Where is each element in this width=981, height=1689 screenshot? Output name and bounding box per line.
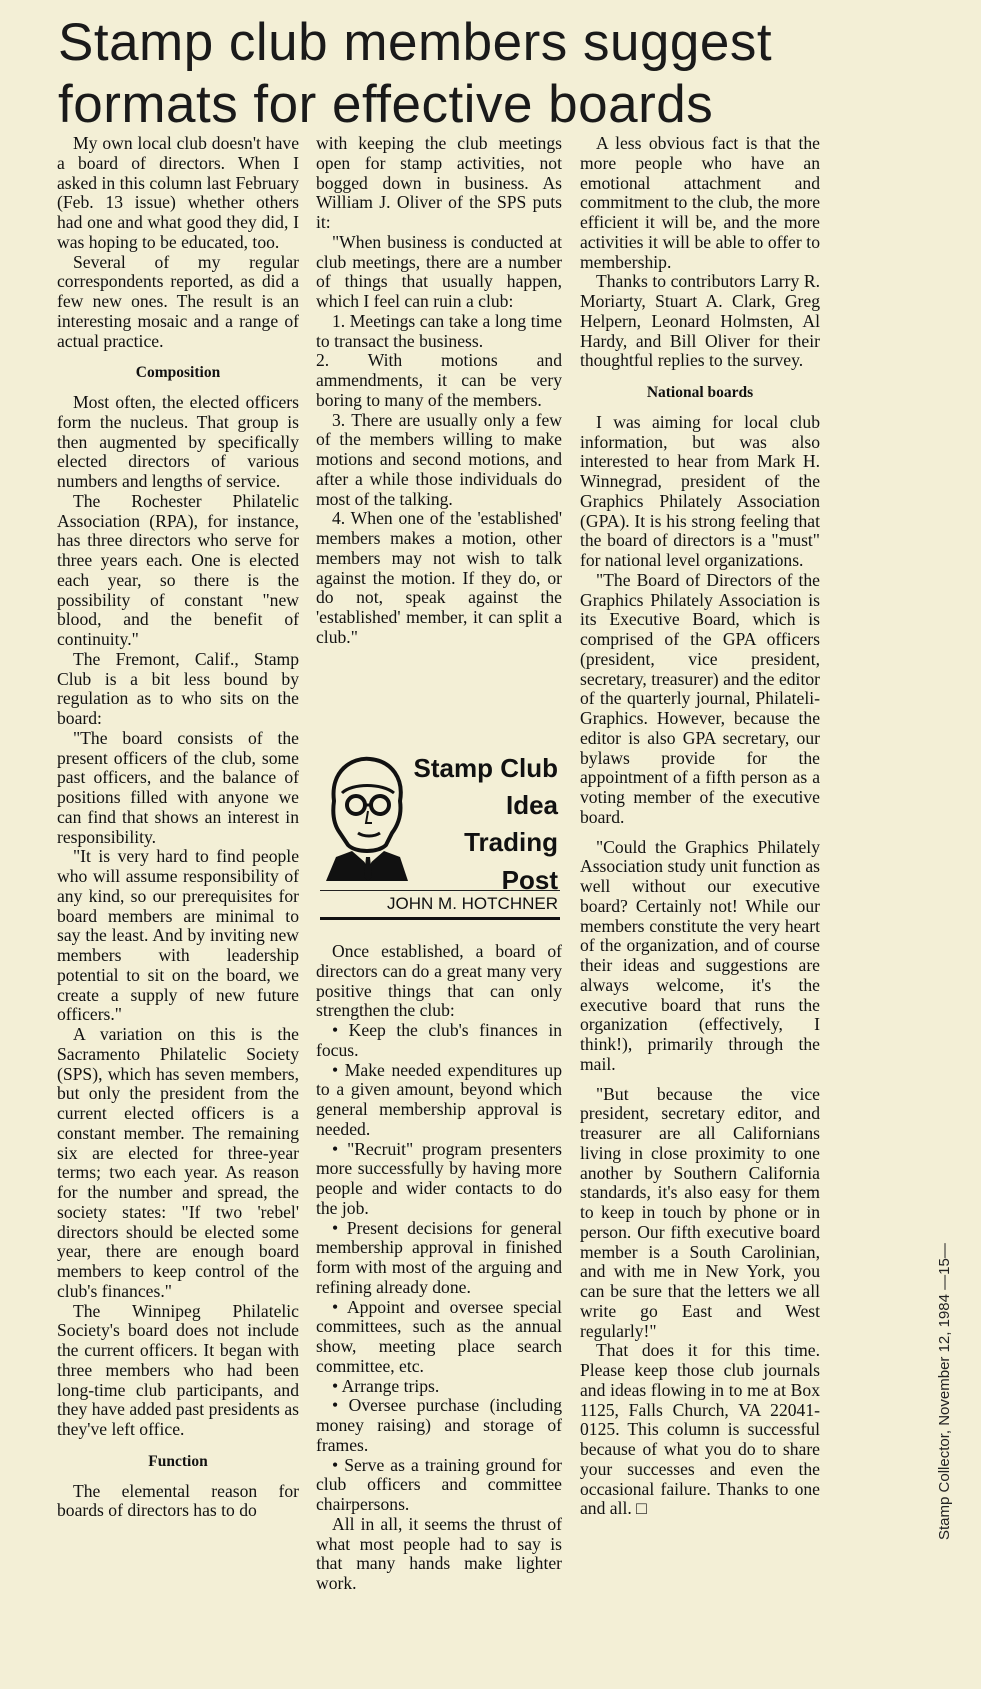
paragraph: Most often, the elected officers form the nucleus. That group is then augmented by specifically elected directors of various numbers and lengths of service. (57, 392, 299, 491)
list-item: • Serve as a training ground for club officers and committee chairpersons. (316, 1454, 562, 1514)
column-2-bottom (316, 942, 562, 1594)
paragraph: 4. When one of the 'established' members makes a motion, other members may not wish to talk against the motion. If they do, or do not, speak against the 'established' member, it can split a club." (316, 508, 562, 647)
column-1 (57, 134, 299, 1521)
subheading-composition: Composition (135, 364, 221, 382)
paragraph-gap (580, 1075, 820, 1085)
paragraph: 1. Meetings can take a long time to transact the business. (316, 310, 562, 351)
list-item: • Present decisions for general membership approval in finished form with most of the arguing and refining already done. (316, 1217, 562, 1297)
paragraph: with keeping the club meetings open for stamp activities, not bogged down in business. As William J. Oliver of the SPS puts it: (316, 133, 562, 232)
list-item: • Oversee purchase (including money raising) and storage of frames. (316, 1395, 562, 1455)
logo-title-line-2: Idea (505, 790, 558, 820)
subheading-function: Function (148, 1452, 208, 1470)
paragraph: The elemental reason for boards of directors has to do (57, 1480, 299, 1521)
paragraph: A variation on this is the Sacramento Philatelic Society (SPS), which has seven members, but only the president from the current elected officers is a constant member. The remaining six are elected for three-year terms; two each year. As reason for the number and spread, the society states: "If two 'rebel' directors should be elected some year, there are enough board members to keep control of the club's finances." (57, 1024, 299, 1301)
paragraph: The Rochester Philatelic Association (RPA), for instance, has three directors who serve for three years each. One is elected each year, so there is the possibility of constant "new blood, and the benefit of continuity." (57, 490, 299, 649)
paragraph: Thanks to contributors Larry R. Moriarty, Stuart A. Clark, Greg Helpern, Leonard Holmsten, Al Hardy, and Bill Oliver for their thoughtful replies to the survey. (580, 271, 820, 371)
paragraph: A less obvious fact is that the more people who have an emotional attachment and commitment to the club, the more efficient it will be, and the more activities it will be able to offer to membership. (580, 133, 820, 272)
column-logo (318, 747, 562, 917)
paragraph: That does it for this time. Please keep those club journals and ideas flowing in to me at Box 1125, Falls Church, VA 22041-0125. This column is successful because of what you do to share your successes and even the occasional failure. Thanks to one and all. □ (580, 1340, 820, 1519)
column-3 (580, 134, 820, 1519)
paragraph-gap (580, 828, 820, 838)
paragraph: All in all, it seems the thrust of what most people had to say is that many hands make lighter work. (316, 1513, 562, 1593)
paragraph: "Could the Graphics Philately Association study unit function as well without our executive board? Certainly not! While our members constitute the very heart of the organization, and of course their ideas and suggestions are always welcome, it's the executive board that runs the organization (effectively, I think!), primarily through the mail. (580, 836, 820, 1074)
list-item: • Appoint and oversee special committees, such as the annual show, meeting place search committee, etc. (316, 1296, 562, 1376)
author-byline: JOHN M. HOTCHNER (320, 890, 560, 920)
paragraph: 2. With motions and ammendments, it can be very boring to many of the members. (316, 350, 562, 410)
list-item: • Arrange trips. (332, 1375, 440, 1396)
list-item: • Make needed expenditures up to a given amount, beyond which general membership approval is needed. (316, 1059, 562, 1139)
paragraph: The Fremont, Calif., Stamp Club is a bit less bound by regulation as to who sits on the board: (57, 648, 299, 728)
headline-line-2: formats for effective boards (58, 75, 714, 134)
paragraph: The Winnipeg Philatelic Society's board does not include the current officers. It began with three members who had been long-time club participants, and they have added past presidents as they've left office. (57, 1300, 299, 1439)
logo-title-line-3: Trading (464, 827, 558, 857)
paragraph: "But because the vice president, secretary editor, and treasurer are all Californians living in close proximity to one another by Southern California standards, it's also easy for them to keep in touch by phone or in person. Our fifth executive board member is a South Carolinian, and with me in New York, you can be sure that the letters we all write go East and West regularly!" (580, 1083, 820, 1341)
logo-title-line-4: Post (501, 865, 558, 895)
headline-line-1: Stamp club members suggest (58, 13, 773, 72)
subheading-national-boards: National boards (646, 384, 754, 401)
paragraph: "The Board of Directors of the Graphics Philately Association is its Executive Board, which is comprised of the GPA officers (president, vice president, secretary, treasurer) and the editor of the quarterly journal, Philateli-Graphics. However, because the editor is also GPA secretary, our bylaws provide for the appointment of a fifth person as a voting member of the executive board. (580, 569, 820, 827)
paragraph: "When business is conducted at club meetings, there are a number of things that usually happen, which I feel can ruin a club: (316, 231, 562, 311)
paragraph: My own local club doesn't have a board of directors. When I asked in this column last February (Feb. 13 issue) whether others had one and what good they did, I was hoping to be educated, too. (57, 133, 299, 252)
headline (58, 12, 958, 136)
columnist-portrait-icon (322, 753, 410, 881)
column-2-top (316, 134, 562, 648)
paragraph: "It is very hard to find people who will assume responsibility of any kind, so our prerequisites for board members are minimal to say the least. And by inviting new members with leadership potential to sit on the board, we create a supply of new future officers." (57, 846, 299, 1025)
paragraph: "The board consists of the present officers of the club, some past officers, and the balance of positions filled with anyone we can find that shows an interest in responsibility. (57, 727, 299, 847)
paragraph: Several of my regular correspondents reported, as did a few new ones. The result is an interesting mosaic and a range of actual practice. (57, 251, 299, 351)
list-item: • Keep the club's finances in focus. (316, 1020, 562, 1060)
paragraph: 3. There are usually only a few of the members willing to make motions and second motions, and after a while those individuals do most of the talking. (316, 409, 562, 509)
publication-sideline: Stamp Collector, November 12, 1984 —15— (936, 1243, 953, 1540)
paragraph: I was aiming for local club information, but was also interested to hear from Mark H. Winnegrad, president of the Graphics Philately Association (GPA). It is his strong feeling that the board of directors is a "must" for national level organizations. (580, 411, 820, 570)
list-item: • "Recruit" program presenters more successfully by having more people and wider contacts to do the job. (316, 1138, 562, 1218)
logo-title-line-1: Stamp Club (413, 753, 558, 783)
paragraph: Once established, a board of directors can do a great many very positive things that can only strengthen the club: (316, 941, 562, 1021)
